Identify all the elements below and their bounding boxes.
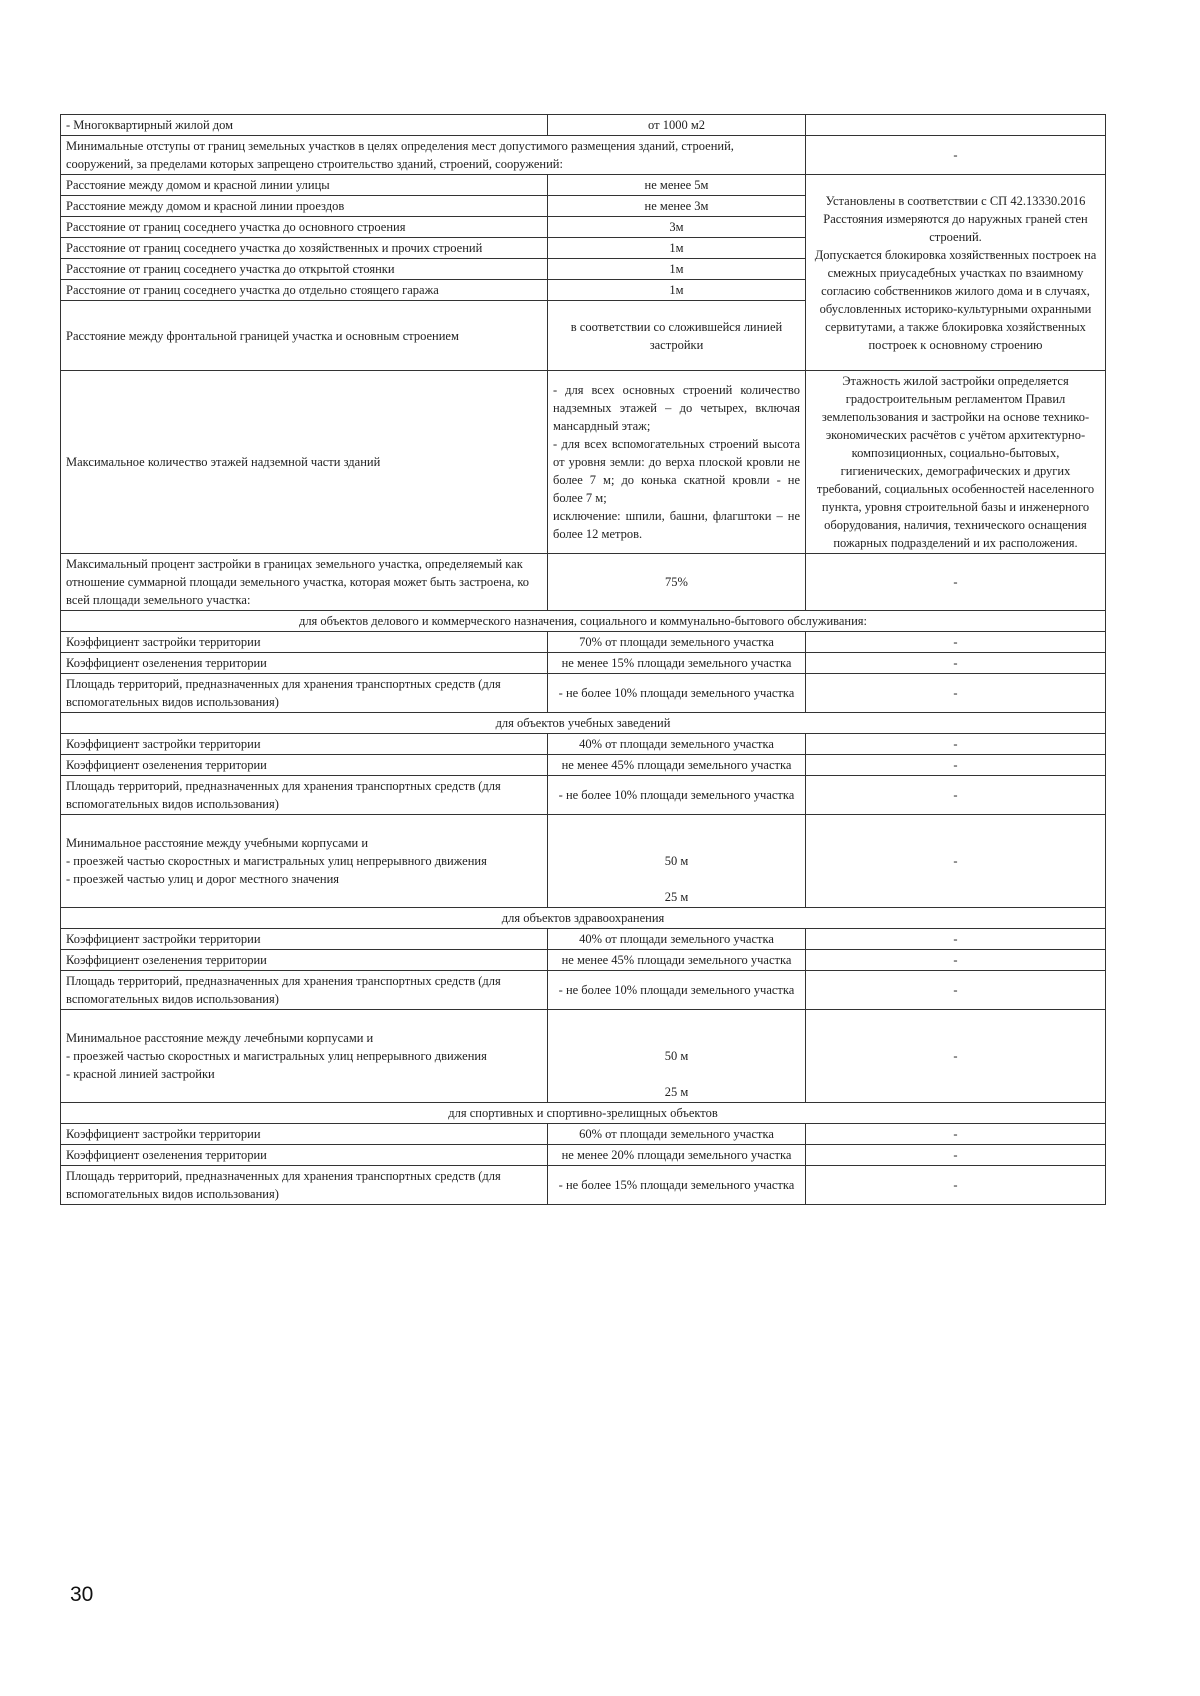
- row-label: Коэффициент застройки территории: [61, 1124, 548, 1145]
- row-value: 1м: [548, 259, 806, 280]
- row-value: в соответствии со сложившейся линией застройки: [548, 301, 806, 371]
- table-row: [61, 371, 1106, 554]
- section-title: для объектов делового и коммерческого назначения, социального и коммунально-бытового обслуживания:: [61, 611, 1106, 632]
- table-row: [61, 815, 1106, 908]
- table-row: [61, 674, 1106, 713]
- table-row: [61, 971, 1106, 1010]
- row-note: -: [806, 136, 1106, 175]
- table-row: [61, 1124, 1106, 1145]
- table-row: [61, 136, 1106, 175]
- row-label: Площадь территорий, предназначенных для хранения транспортных средств (для вспомогательных видов использования): [61, 674, 548, 713]
- row-label: Площадь территорий, предназначенных для хранения транспортных средств (для вспомогательных видов использования): [61, 971, 548, 1010]
- row-label: Площадь территорий, предназначенных для хранения транспортных средств (для вспомогательных видов использования): [61, 1166, 548, 1205]
- row-value: от 1000 м2: [548, 115, 806, 136]
- row-value: 40% от площади земельного участка: [548, 929, 806, 950]
- row-value: 1м: [548, 280, 806, 301]
- row-label: - Многоквартирный жилой дом: [61, 115, 548, 136]
- row-label: Расстояние от границ соседнего участка до отдельно стоящего гаража: [61, 280, 548, 301]
- section-title: для объектов здравоохранения: [61, 908, 1106, 929]
- table-row: [61, 632, 1106, 653]
- row-note: -: [806, 632, 1106, 653]
- table-row: [61, 554, 1106, 611]
- row-value: - не более 10% площади земельного участка: [548, 776, 806, 815]
- row-value: - не более 10% площади земельного участка: [548, 971, 806, 1010]
- row-value: не менее 45% площади земельного участка: [548, 950, 806, 971]
- row-value: 40% от площади земельного участка: [548, 734, 806, 755]
- row-note: -: [806, 815, 1106, 908]
- table-row: [61, 1010, 1106, 1103]
- row-note: -: [806, 950, 1106, 971]
- row-label: Максимальный процент застройки в границах земельного участка, определяемый как отношение суммарной площади земельного участка, которая может быть застроена, ко всей площади земельного участка:: [61, 554, 548, 611]
- row-label: Расстояние между домом и красной линии улицы: [61, 175, 548, 196]
- section-header: [61, 611, 1106, 632]
- table-row: [61, 950, 1106, 971]
- row-value: 3м: [548, 217, 806, 238]
- row-note: Этажность жилой застройки определяется градостроительным регламентом Правил землепользования и застройки на основе технико-экономических расчётов с учётом архитектурно-композиционных, социально-бытовых, гигиенических, демографических и других требований, социальных особенностей населенного пункта, уровня строительной базы и инженерного оборудования, наличия, технического оснащения пожарных подразделений и их расположения.: [806, 371, 1106, 554]
- row-label: Минимальные отступы от границ земельных участков в целях определения мест допустимого размещения зданий, строений, сооружений, за пределами которых запрещено строительство зданий, строений, сооружений:: [61, 136, 806, 175]
- row-note: -: [806, 929, 1106, 950]
- row-note: -: [806, 554, 1106, 611]
- row-note: -: [806, 653, 1106, 674]
- row-label: Максимальное количество этажей надземной части зданий: [61, 371, 548, 554]
- row-label: Площадь территорий, предназначенных для хранения транспортных средств (для вспомогательных видов использования): [61, 776, 548, 815]
- table-row: [61, 734, 1106, 755]
- row-note: -: [806, 971, 1106, 1010]
- row-value: 50 м 25 м: [548, 815, 806, 908]
- row-value: 50 м 25 м: [548, 1010, 806, 1103]
- row-value: 60% от площади земельного участка: [548, 1124, 806, 1145]
- row-note: -: [806, 1010, 1106, 1103]
- table-row: [61, 776, 1106, 815]
- row-note: -: [806, 776, 1106, 815]
- row-value: 75%: [548, 554, 806, 611]
- row-label: Коэффициент застройки территории: [61, 632, 548, 653]
- row-value: не менее 15% площади земельного участка: [548, 653, 806, 674]
- row-note: -: [806, 1166, 1106, 1205]
- row-value: 1м: [548, 238, 806, 259]
- row-label: Коэффициент застройки территории: [61, 929, 548, 950]
- row-label: Коэффициент застройки территории: [61, 734, 548, 755]
- section-header: [61, 713, 1106, 734]
- table-row: [61, 175, 1106, 196]
- section-header: [61, 1103, 1106, 1124]
- row-value: - не более 15% площади земельного участка: [548, 1166, 806, 1205]
- row-label: Расстояние между домом и красной линии проездов: [61, 196, 548, 217]
- section-title: для объектов учебных заведений: [61, 713, 1106, 734]
- row-note: -: [806, 734, 1106, 755]
- row-label: Коэффициент озеленения территории: [61, 1145, 548, 1166]
- row-value: не менее 5м: [548, 175, 806, 196]
- table-row: [61, 653, 1106, 674]
- row-label: Расстояние от границ соседнего участка до основного строения: [61, 217, 548, 238]
- row-value: - не более 10% площади земельного участка: [548, 674, 806, 713]
- row-label: Расстояние между фронтальной границей участка и основным строением: [61, 301, 548, 371]
- row-value: не менее 3м: [548, 196, 806, 217]
- row-note: -: [806, 755, 1106, 776]
- row-label: Минимальное расстояние между учебными корпусами и - проезжей частью скоростных и магистральных улиц непрерывного движения - проезжей частью улиц и дорог местного значения: [61, 815, 548, 908]
- row-value: не менее 45% площади земельного участка: [548, 755, 806, 776]
- section-header: [61, 908, 1106, 929]
- row-value: не менее 20% площади земельного участка: [548, 1145, 806, 1166]
- table-row: [61, 755, 1106, 776]
- row-note: [806, 115, 1106, 136]
- row-label: Расстояние от границ соседнего участка до открытой стоянки: [61, 259, 548, 280]
- row-label: Коэффициент озеленения территории: [61, 653, 548, 674]
- row-label: Коэффициент озеленения территории: [61, 950, 548, 971]
- row-note: -: [806, 1145, 1106, 1166]
- regulations-table: [60, 114, 1106, 1205]
- section-title: для спортивных и спортивно-зрелищных объектов: [61, 1103, 1106, 1124]
- row-note: -: [806, 1124, 1106, 1145]
- row-label: Минимальное расстояние между лечебными корпусами и - проезжей частью скоростных и магистральных улиц непрерывного движения - красной линией застройки: [61, 1010, 548, 1103]
- row-note: -: [806, 674, 1106, 713]
- table-row: [61, 1145, 1106, 1166]
- row-value: - для всех основных строений количество надземных этажей – до четырех, включая мансардный этаж; - для всех вспомогательных строений высота от уровня земли: до верха плоской кровли не более 7 м; до конька скатной кровли - не более 7 м; исключение: шпили, башни, флагштоки – не более 12 метров.: [548, 371, 806, 554]
- row-label: Коэффициент озеленения территории: [61, 755, 548, 776]
- row-value: 70% от площади земельного участка: [548, 632, 806, 653]
- distance-note: Установлены в соответствии с СП 42.13330.2016 Расстояния измеряются до наружных граней стен строений. Допускается блокировка хозяйственных построек на смежных приусадебных участках по взаимному согласию собственников жилого дома и в случаях, обусловленных историко-культурными охранными сервитутами, а также блокировка хозяйственных построек к основному строению: [806, 175, 1106, 371]
- table-row: [61, 115, 1106, 136]
- table-row: [61, 1166, 1106, 1205]
- page-number: 30: [70, 1583, 94, 1606]
- table-row: [61, 929, 1106, 950]
- row-label: Расстояние от границ соседнего участка до хозяйственных и прочих строений: [61, 238, 548, 259]
